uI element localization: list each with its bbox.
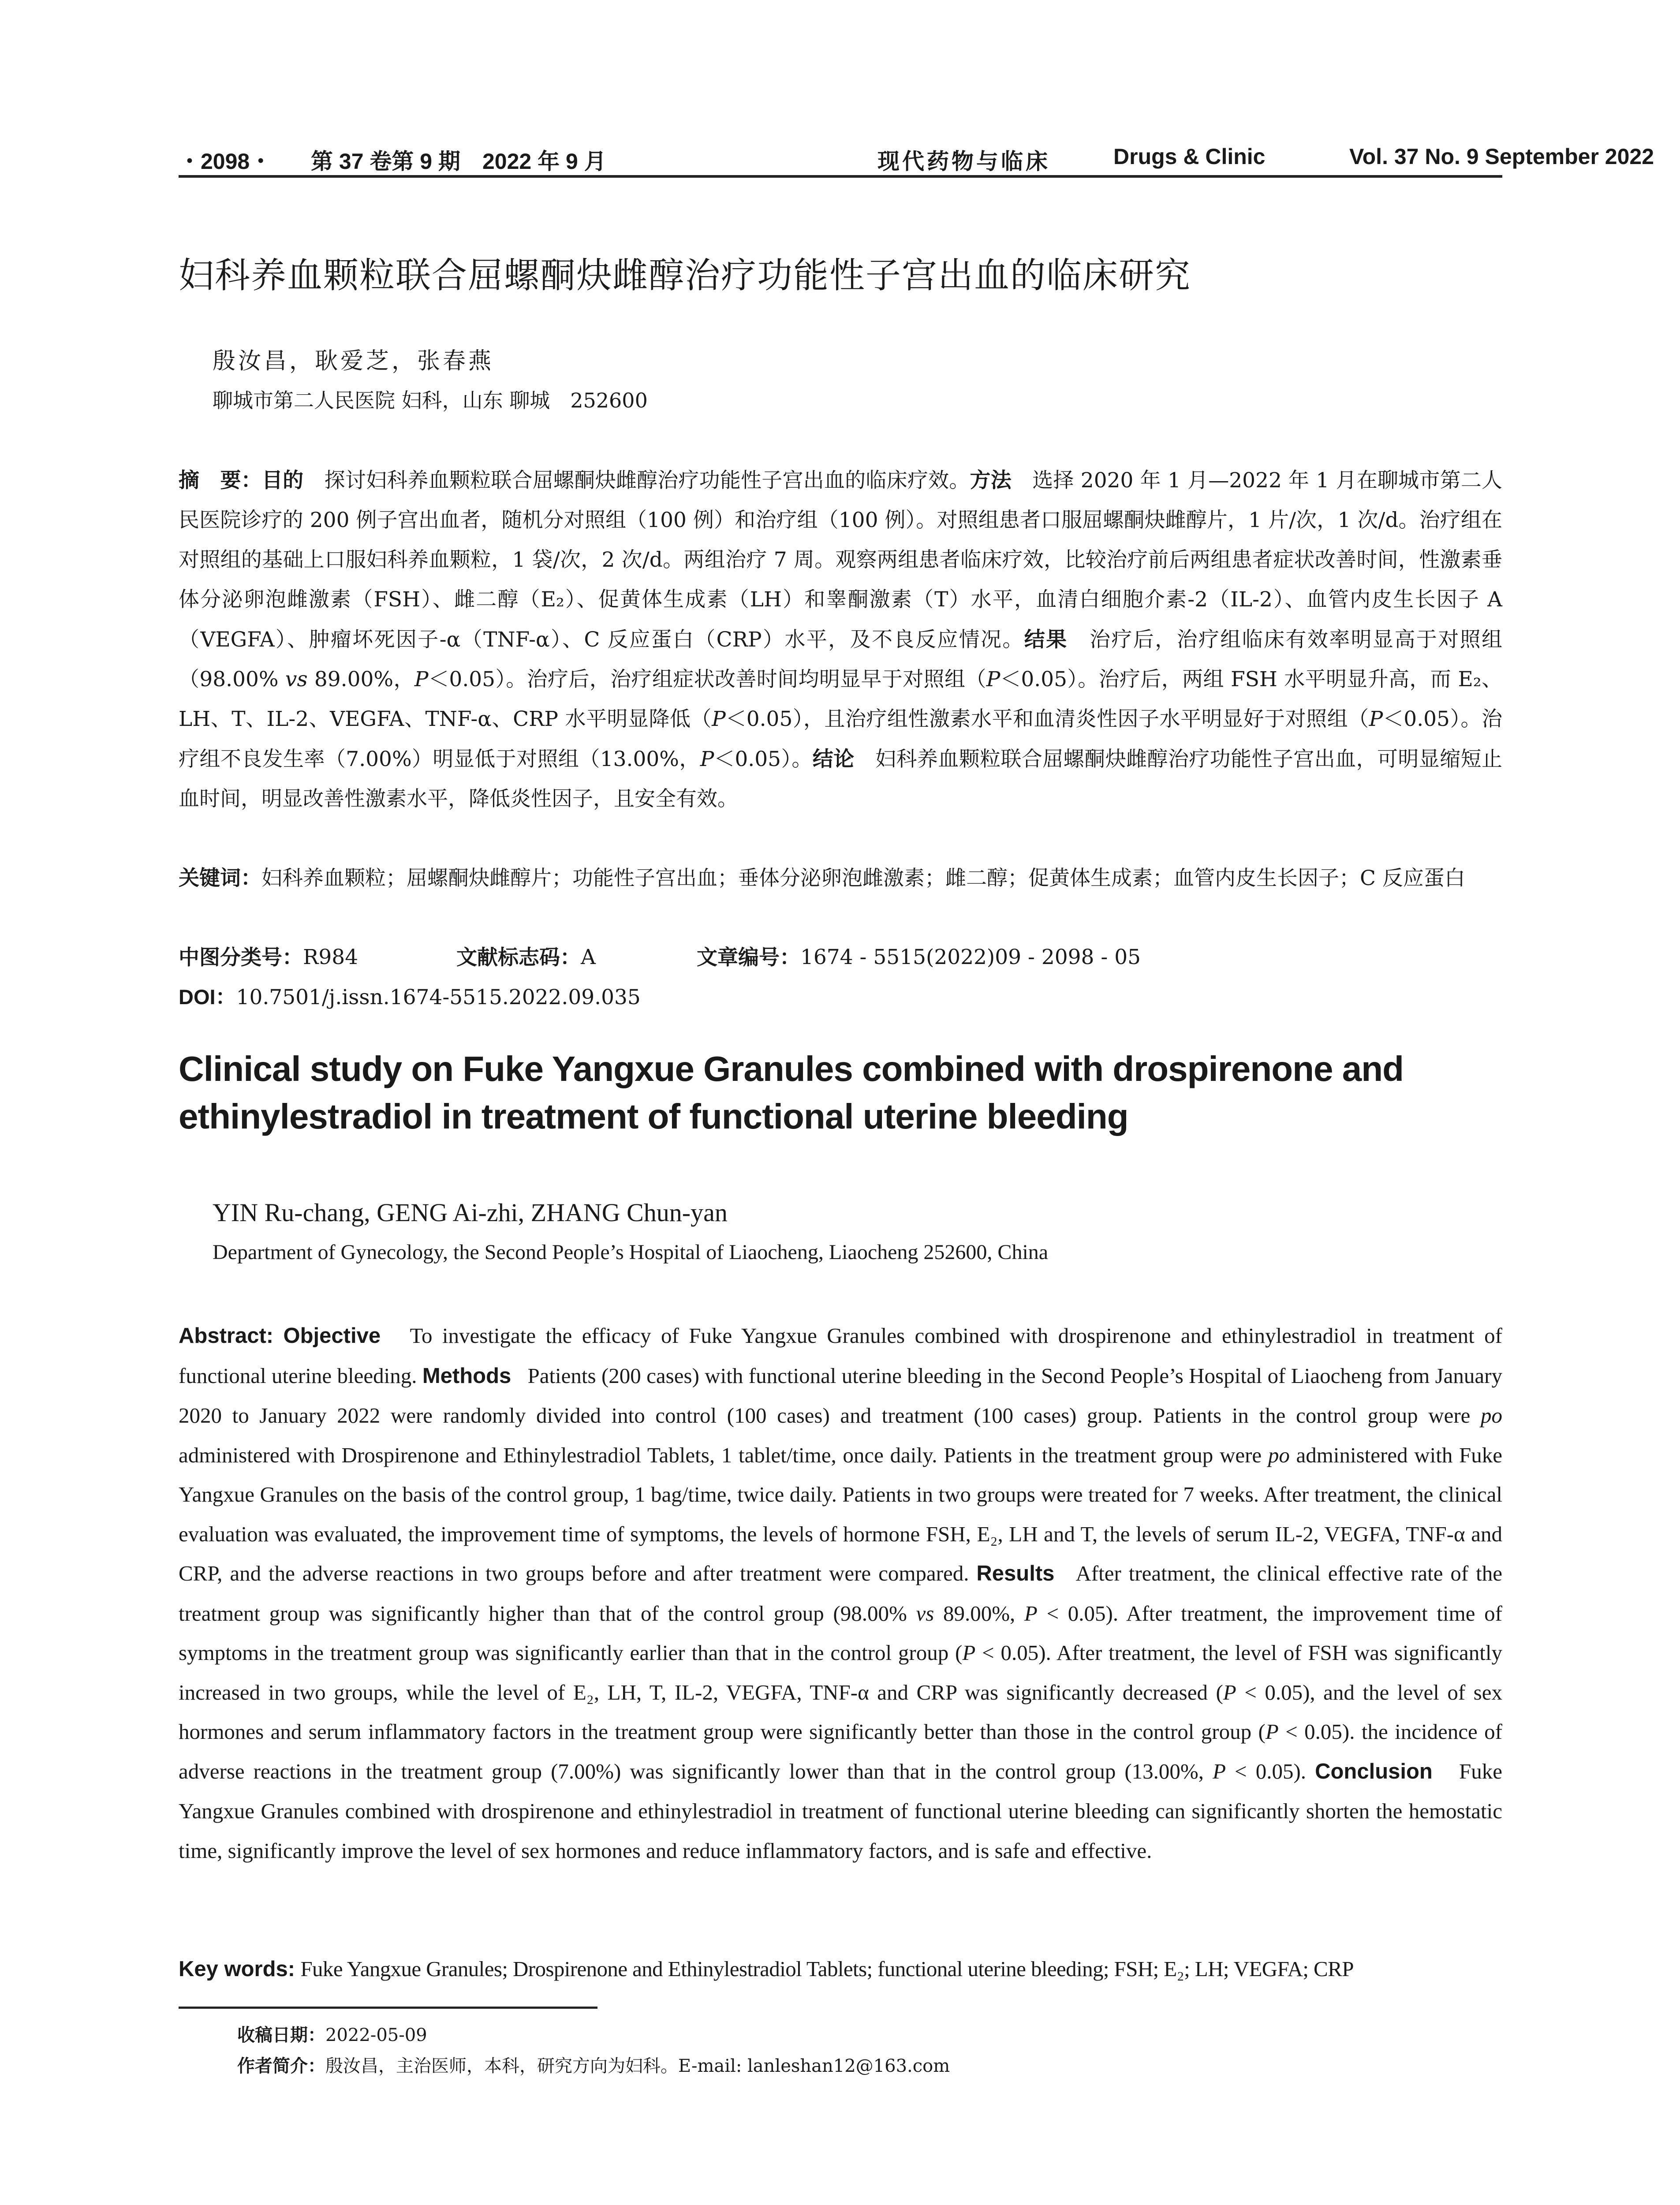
page-number: ・2098・ — [179, 149, 272, 174]
en-keywords — [179, 1949, 1502, 1989]
cn-abstract-label: 摘 要： — [179, 468, 262, 492]
cn-title: 妇科养血颗粒联合屈螺酮炔雌醇治疗功能性子宫出血的临床研究 — [179, 256, 1191, 295]
author-bio — [237, 2051, 950, 2082]
cn-results-text: 89.00%， — [307, 667, 414, 691]
cn-results-text: ＜0.05）。治疗后，两组 FSH 水平明显升高，而 E₂、LH、T、IL-2、VEGFA、TNF-α、CRP 水平明显降低（ — [179, 667, 1502, 731]
en-results-text: After treatment, the clinical effective rate of the treatment group was significantly higher than that of the control group (98.00% — [179, 1561, 1503, 1626]
cn-results-text: ＜0.05）。治疗组不良发生率（7.00%）明显低于对照组（13.00%， — [179, 707, 1502, 771]
cn-authors: 殷汝昌，耿爱芝，张春燕 — [213, 348, 494, 374]
article-no-label: 文章编号： — [697, 946, 800, 969]
en-results-text: < 0.05). the incidence of adverse reactions in the treatment group (7.00%) was significantly lower than that in the control group (13.00%, — [179, 1719, 1503, 1783]
cn-conclusion: 妇科养血颗粒联合屈螺酮炔雌醇治疗功能性子宫出血，可明显缩短止血时间，明显改善性激素水平，降低炎性因子，且安全有效。 — [179, 747, 1503, 811]
cn-results-label: 结果 — [1024, 628, 1068, 651]
received-label: 收稿日期： — [237, 2026, 325, 2045]
cn-methods: 选择 2020 年 1 月—2022 年 1 月在聊城市第二人民医院诊疗的 200 例子宫出血者，随机分对照组（100 例）和治疗组（100 例）。对照组患者口服屈螺酮炔雌醇片，1 片/次，1 次/d。治疗组在对照组的基础上口服妇科养血颗粒，1 袋/次，2 次/d。两组治疗 7 周。观察两组患者临床疗效，比较治疗前后两组患者症状改善时间，性激素垂体分泌卵泡雌激素（FSH）、雌二醇（E₂）、促黄体生成素（LH）和睾酮激素（T）水平，血清白细胞介素-2（IL-2）、血管内皮生长因子 A（VEGFA）、肿瘤坏死因子-α（TNF-α）、C 反应蛋白（CRP）水平，及不良反应情况。 — [179, 468, 1503, 652]
clc-field — [179, 938, 358, 978]
en-methods-text: Patients (200 cases) with functional uterine bleeding in the Second People’s Hospital of Liaocheng from January 2020 to January 2022 were randomly divided into control (100 cases) and treatment (100 cases) group. Patients in the control group were — [179, 1363, 1502, 1428]
running-header — [179, 140, 1654, 176]
en-methods-label: Methods — [422, 1364, 511, 1388]
en-abstract — [179, 1316, 1502, 1870]
issue-info-en: Vol. 37 No. 9 September 2022 — [1349, 144, 1654, 169]
en-results-text: < 0.05). — [1226, 1759, 1307, 1783]
classification-line — [179, 938, 1502, 977]
cn-p-value: P — [986, 667, 1001, 691]
journal-name-en: Drugs & Clinic — [1113, 144, 1266, 169]
doc-code-value: A — [581, 945, 596, 969]
en-results-text: < 0.05). After treatment, the level of FSH was significantly increased in two groups, while the level of E₂, LH, T, IL-2, VEGFA, TNF-α and CRP was significantly decreased ( — [179, 1641, 1502, 1704]
footnote-rule — [179, 2007, 597, 2009]
en-keywords-label: Key words: — [179, 1957, 295, 1981]
en-po: po — [1481, 1403, 1502, 1428]
en-objective: To investigate the efficacy of Fuke Yangxue Granules combined with drospirenone and ethinylestradiol in treatment of functional uterine bleeding. — [179, 1323, 1502, 1388]
cn-objective: 探讨妇科养血颗粒联合屈螺酮炔雌醇治疗功能性子宫出血的临床疗效。 — [324, 468, 970, 493]
clc-value: R984 — [303, 945, 358, 969]
cn-keywords-text: 妇科养血颗粒；屈螺酮炔雌醇片；功能性子宫出血；垂体分泌卵泡雌激素；雌二醇；促黄体生成素；血管内皮生长因子；C 反应蛋白 — [261, 866, 1465, 890]
cn-vs: vs — [285, 667, 308, 691]
doi-value[interactable]: 10.7501/j.issn.1674-5515.2022.09.035 — [236, 985, 641, 1009]
en-objective-label: Objective — [283, 1324, 381, 1348]
en-keywords-text: Fuke Yangxue Granules; Drospirenone and Ethinylestradiol Tablets; functional uterine bleeding; FSH; E₂; LH; VEGFA; CRP — [300, 1957, 1354, 1981]
author-bio-label: 作者简介： — [237, 2056, 325, 2076]
en-methods-text: administered with Fuke Yangxue Granules on the basis of the control group, 1 bag/time, twice daily. Patients in two groups were treated for 7 weeks. After treatment, the clinical evaluation was evaluated, the improvement time of symptoms, the levels of hormone FSH, E₂, LH and T, the levels of serum IL-2, VEGFA, TNF-α and CRP, and the adverse reactions in two groups before and after treatment were compared. — [179, 1443, 1502, 1585]
doi-line — [179, 977, 641, 1017]
en-affiliation: Department of Gynecology, the Second People’s Hospital of Liaocheng, Liaocheng 252600, China — [213, 1241, 1049, 1264]
cn-p-value: P — [712, 707, 726, 731]
cn-conclusion-label: 结论 — [812, 747, 855, 770]
en-p-value: P — [1265, 1719, 1279, 1744]
author-bio-text: 殷汝昌，主治医师，本科，研究方向为妇科。E-mail: lanleshan12@163.com — [325, 2056, 950, 2076]
article-no-field — [697, 938, 1141, 978]
en-po: po — [1268, 1443, 1290, 1467]
cn-objective-label: 目的 — [261, 468, 304, 492]
en-vs: vs — [916, 1601, 934, 1626]
cn-results-text: ＜0.05）。治疗后，治疗组症状改善时间均明显早于对照组（ — [428, 667, 986, 691]
doc-code-label: 文献标志码： — [456, 946, 581, 969]
en-p-value: P — [1223, 1680, 1236, 1704]
en-p-value: P — [1213, 1759, 1226, 1783]
header-rule — [179, 175, 1502, 178]
en-results-text: < 0.05). After treatment, the improvement time of symptoms in the treatment group was significantly earlier than that in the control group ( — [179, 1601, 1502, 1665]
doi-label: DOI： — [179, 985, 236, 1009]
cn-p-value: P — [700, 747, 714, 771]
issue-info: 第 37 卷第 9 期 2022 年 9 月 — [311, 149, 606, 174]
received-date — [237, 2020, 950, 2051]
en-p-value: P — [962, 1641, 976, 1665]
cn-results-text: 治疗后，治疗组临床有效率明显高于对照组（98.00% — [179, 628, 1503, 691]
cn-abstract — [179, 460, 1502, 819]
received-value: 2022-05-09 — [325, 2025, 427, 2045]
cn-methods-label: 方法 — [970, 468, 1012, 492]
article-no-value: 1674 - 5515(2022)09 - 2098 - 05 — [800, 945, 1141, 969]
en-title: Clinical study on Fuke Yangxue Granules combined with drospirenone and ethinylestradiol in treatment of functional uterine bleeding — [179, 1049, 1404, 1136]
cn-p-value: P — [414, 667, 429, 691]
en-conclusion-label: Conclusion — [1315, 1759, 1433, 1783]
en-results-text: 89.00%, — [934, 1601, 1024, 1626]
footnotes — [237, 2020, 950, 2082]
cn-results-text: ＜0.05）。 — [714, 747, 813, 771]
doc-code-field — [456, 938, 596, 978]
en-conclusion: Fuke Yangxue Granules combined with drospirenone and ethinylestradiol in treatment of functional uterine bleeding can significantly shorten the hemostatic time, significantly improve the level of sex hormones and reduce inflammatory factors, and is safe and effective. — [179, 1759, 1503, 1863]
cn-keywords — [179, 858, 1502, 898]
en-abstract-label: Abstract: — [179, 1324, 274, 1348]
cn-keywords-label: 关键词： — [179, 866, 261, 889]
en-methods-text: administered with Drospirenone and Ethinylestradiol Tablets, 1 tablet/time, once daily. Patients in the treatment group were — [179, 1443, 1268, 1467]
journal-name-cn: 现代药物与临床 — [877, 148, 1050, 174]
clc-label: 中图分类号： — [179, 946, 303, 969]
cn-affiliation: 聊城市第二人民医院 妇科，山东 聊城 252600 — [213, 389, 648, 412]
cn-p-value: P — [1369, 707, 1383, 731]
en-authors: YIN Ru-chang, GENG Ai-zhi, ZHANG Chun-yan — [213, 1198, 728, 1227]
en-results-label: Results — [976, 1562, 1055, 1585]
en-p-value: P — [1024, 1601, 1038, 1626]
en-results-text: < 0.05), and the level of sex hormones and serum inflammatory factors in the treatment group were significantly better than those in the control group ( — [179, 1680, 1503, 1744]
cn-results-text: ＜0.05），且治疗组性激素水平和血清炎性因子水平明显好于对照组（ — [725, 707, 1369, 731]
